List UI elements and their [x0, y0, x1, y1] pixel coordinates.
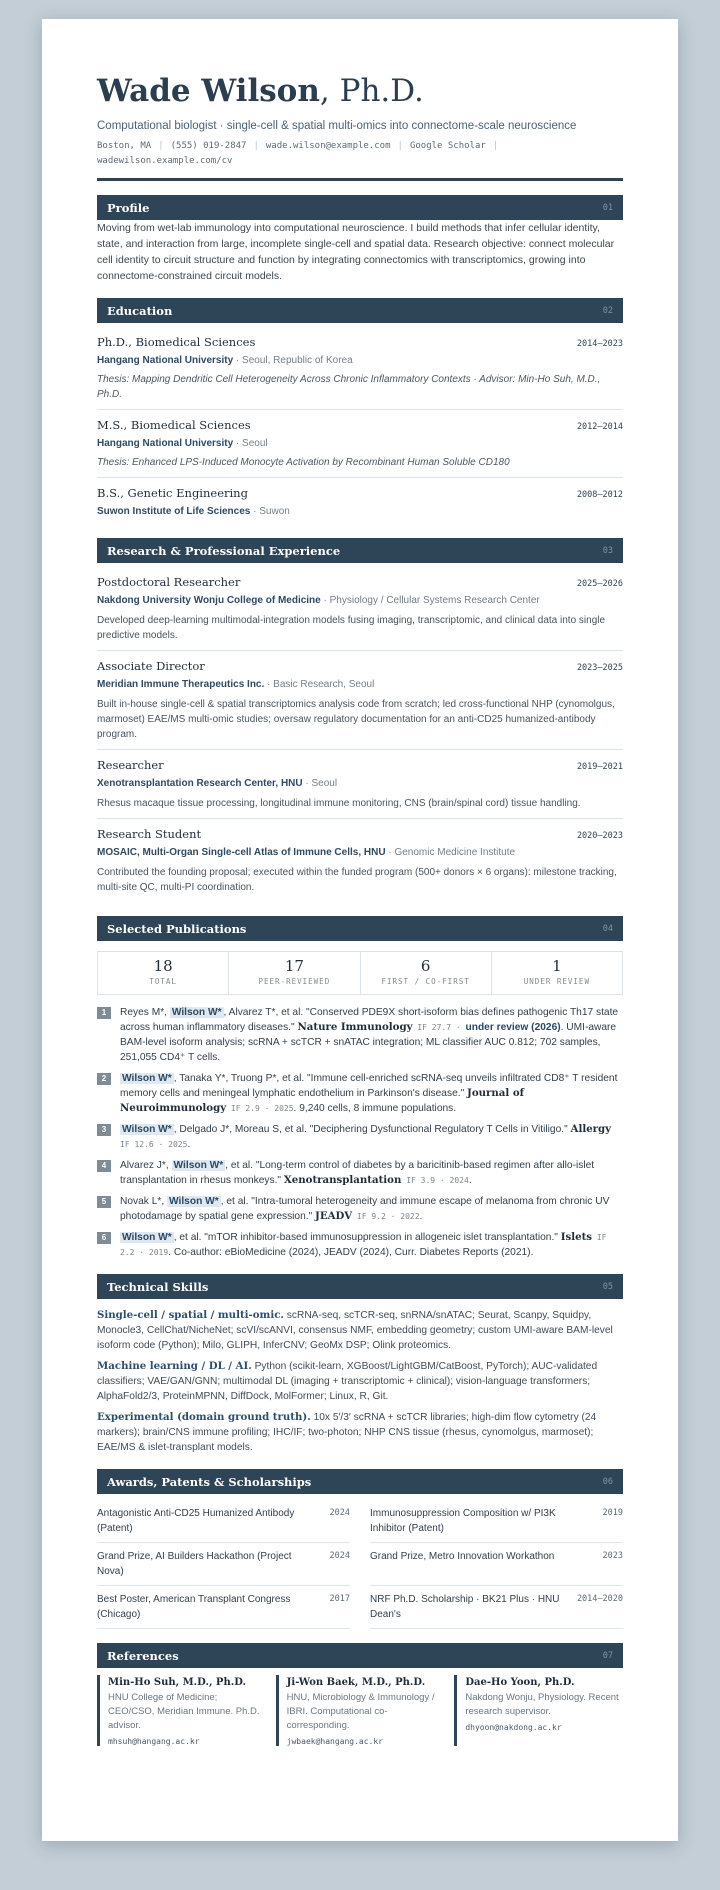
tagline: Computational biologist · single-cell & spatial multi-omics into connectome-scale neuroscience [97, 120, 577, 132]
section-header-experience [97, 538, 623, 563]
experience-entry [97, 651, 623, 750]
job-title: Research Student [97, 827, 202, 841]
reference-affiliation: HNU, Microbiology & Immunology / IBRI. Computational co-corresponding. [286, 1692, 435, 1731]
resume-content [97, 71, 623, 1746]
section-number: 01 [602, 202, 613, 213]
publication-list [97, 1005, 623, 1260]
reference-name: Dae-Ho Yoon, Ph.D. [465, 1677, 575, 1688]
dates: 2020–2023 [576, 831, 623, 841]
dates: 2023–2025 [576, 663, 623, 673]
reference-name: Ji-Won Baek, M.D., Ph.D. [286, 1677, 426, 1688]
section-title: Technical Skills [107, 1279, 209, 1294]
reference-card [97, 1675, 266, 1746]
job-title: Associate Director [97, 659, 205, 673]
section-number: 04 [602, 923, 613, 934]
reference-email[interactable]: dhyoon@nakdong.ac.kr [465, 1723, 562, 1732]
skills-list [97, 1308, 623, 1455]
skill-group: Single-cell / spatial / multi-omic. scRNA-seq, scTCR-seq, snRNA/snATAC; Seurat, Scanpy, Squidpy, Monocle3, CellChat/NicheNet; scVI/scANVI, consensus NMF, embedding geometry; custom UMI-aware BAM-level isoform code (Python); Milo, GLIPH, InferCNV; GeoMx DSP; Olink proteomics. [97, 1309, 613, 1351]
degree: B.S., Genetic Engineering [97, 486, 248, 500]
stat-under-review: 1 UNDER REVIEW [523, 957, 590, 986]
reference-name: Min-Ho Suh, M.D., Ph.D. [108, 1677, 246, 1688]
scholar-link[interactable]: Google Scholar [409, 141, 486, 151]
reference-email[interactable]: mhsuh@hangang.ac.kr [108, 1737, 200, 1746]
section-title: Education [107, 303, 173, 318]
education-list [97, 332, 623, 524]
experience-entry [97, 750, 623, 819]
reference-card [454, 1675, 623, 1746]
award-item: Best Poster, American Transplant Congress (Chicago) 2017 [97, 1586, 350, 1629]
experience-entry [97, 572, 623, 651]
section-header-references [97, 1643, 623, 1668]
section-header-publications [97, 916, 623, 941]
reference-affiliation: Nakdong Wonju, Physiology. Recent research supervisor. [465, 1692, 619, 1717]
institution: Hangang National University · Seoul, Republic of Korea [97, 355, 353, 366]
organization: Meridian Immune Therapeutics Inc. · Basic Research, Seoul [97, 679, 375, 690]
publication-item: 6 Wilson W* , et al. "mTOR inhibitor-based immunosuppression in allogeneic islet transplantation." Islets IF 2.2 · 2019. Co-author: eBioMedicine (2024), JEADV (2024), Curr. Diabetes Reports (2021). [97, 1230, 623, 1260]
section-number: 03 [602, 545, 613, 556]
publication-item: 3 Wilson W* , Delgado J*, Moreau S, et al. "Deciphering Dysfunctional Regulatory T Cells in Vitiligo." Allergy IF 12.6 · 2025. [97, 1122, 623, 1152]
resume-page [42, 19, 678, 1841]
section-title: Profile [107, 200, 150, 215]
institution: Hangang National University · Seoul [97, 438, 268, 449]
award-item: Grand Prize, Metro Innovation Workathon 2023 [370, 1543, 623, 1586]
section-number: 06 [602, 1476, 613, 1487]
email-link[interactable]: wade.wilson@example.com [265, 141, 391, 151]
experience-list [97, 572, 623, 902]
stat-total: 18 TOTAL [98, 952, 229, 994]
references-list [97, 1675, 623, 1746]
section-title: References [107, 1648, 179, 1663]
section-number: 05 [602, 1281, 613, 1292]
organization: MOSAIC, Multi-Organ Single-cell Atlas of Immune Cells, HNU · Genomic Medicine Institute [97, 847, 516, 858]
award-item: NRF Ph.D. Scholarship · BK21 Plus · HNU Dean's 2014–2020 [370, 1586, 623, 1629]
reference-card [276, 1675, 445, 1746]
publication-item: 4 Alvarez J*, Wilson W* , et al. "Long-term control of diabetes by a baricitinib-based regimen after allo-islet transplantation in rhesus monkeys." Xenotransplantation IF 3.9 · 2024. [97, 1158, 623, 1188]
reference-email[interactable]: jwbaek@hangang.ac.kr [286, 1737, 383, 1746]
section-title: Awards, Patents & Scholarships [107, 1474, 312, 1489]
institution: Suwon Institute of Life Sciences · Suwon [97, 506, 290, 517]
organization: Nakdong University Wonju College of Medicine · Physiology / Cellular Systems Research Center [97, 595, 540, 606]
dates: 2012–2014 [576, 422, 623, 432]
education-entry [97, 478, 623, 524]
job-description: Rhesus macaque tissue processing, longitudinal immune monitoring, CNS (brain/spinal cord) tissue handling. [97, 798, 581, 809]
stat-first-author: 6 FIRST / CO-FIRST [361, 952, 492, 994]
degree: M.S., Biomedical Sciences [97, 418, 251, 432]
section-header-education [97, 298, 623, 323]
job-description: Contributed the founding proposal; executed within the funded program (500+ donors × 6 organs): milestone tracking, multi-site QC, multi-PI coordination. [97, 867, 617, 893]
education-entry [97, 410, 623, 478]
publication-stats [97, 951, 623, 995]
job-title: Postdoctoral Researcher [97, 575, 241, 589]
section-number: 07 [602, 1650, 613, 1661]
publication-item: 1 Reyes M*, Wilson W* , Alvarez T*, et al. "Conserved PDE9X short-isoform bias defines pathogenic Th17 state across human inflammatory diseases." Nature Immunology IF 27.7 · under review (2026). UMI-aware BAM-level isoform analysis; scRNA + scTCR + snATAC integration; ML classifier AUC 0.812; 702 samples, 251,055 CD4⁺ T cells. [97, 1005, 623, 1065]
section-title: Selected Publications [107, 921, 247, 936]
section-header-awards [97, 1469, 623, 1494]
award-item: Grand Prize, AI Builders Hackathon (Project Nova) 2024 [97, 1543, 350, 1586]
dates: 2014–2023 [576, 339, 623, 349]
thesis-note: Thesis: Mapping Dendritic Cell Heterogeneity Across Chronic Inflammatory Contexts · Advisor: Min-Ho Suh, M.D., Ph.D. [97, 374, 601, 400]
section-header-skills [97, 1274, 623, 1299]
section-title: Research & Professional Experience [107, 543, 341, 558]
organization: Xenotransplantation Research Center, HNU · Seoul [97, 778, 338, 789]
job-description: Developed deep-learning multimodal-integration models fusing imaging, transcriptomic, and clinical data into single predictive models. [97, 615, 606, 641]
skill-group: Experimental (domain ground truth). 10x 5′/3′ scRNA + scTCR libraries; high-dim flow cytometry (24 markers); brain/CNS immune profiling; IHC/IF; two-photon; NHP CNS tissue (rhesus, cynomolgus, marmoset); EAE/MS & islet-transplant models. [97, 1411, 597, 1453]
profile-text: Moving from wet-lab immunology into computational neuroscience. I build methods that infer cellular identity, state, and interaction from large, incomplete single-cell and spatial data. Research objective: connect molecular cell identity to circuit structure and function by integrating connectomics with transcriptomics, growing into connectome-constrained circuit models. [97, 222, 615, 282]
contact-line: Boston, MA | (555) 019-2847 | wade.wilson@example.com | Google Scholar | wadewilson.example.com/cv [97, 141, 499, 166]
education-entry [97, 332, 623, 410]
location: Boston, MA [97, 141, 152, 151]
experience-entry [97, 819, 623, 902]
award-item: Immunosuppression Composition w/ PI3K Inhibitor (Patent) 2019 [370, 1500, 623, 1543]
candidate-name: Wade Wilson, Ph.D. [97, 73, 424, 109]
publication-item: 5 Novak L*, Wilson W* , et al. "Intra-tumoral heterogeneity and immune escape of melanoma from chronic UV photodamage by spatial gene expression." JEADV IF 9.2 · 2022. [97, 1194, 623, 1224]
job-title: Researcher [97, 758, 164, 772]
dates: 2008–2012 [576, 490, 623, 500]
awards-grid [97, 1500, 623, 1629]
website-link[interactable]: wadewilson.example.com/cv [97, 156, 233, 166]
phone: (555) 019-2847 [170, 141, 247, 151]
section-number: 02 [602, 305, 613, 316]
dates: 2025–2026 [576, 579, 623, 589]
award-item: Antagonistic Anti-CD25 Humanized Antibody (Patent) 2024 [97, 1500, 350, 1543]
thesis-note: Thesis: Enhanced LPS-Induced Monocyte Activation by Recombinant Human Soluble CD180 [97, 457, 510, 468]
reference-affiliation: HNU College of Medicine; CEO/CSO, Meridian Immune. Ph.D. advisor. [108, 1692, 260, 1731]
section-header-profile [97, 195, 623, 220]
dates: 2019–2021 [576, 762, 623, 772]
stat-peer-reviewed: 17 PEER-REVIEWED [229, 952, 360, 994]
publication-item: 2 Wilson W* , Tanaka Y*, Truong P*, et al. "Immune cell-enriched scRNA-seq unveils infiltrated CD8⁺ T resident memory cells and meningeal lymphatic endothelium in Parkinson's disease." Journal of Neuroimmunology IF 2.9 · 2025. 9,240 cells, 8 immune populations. [97, 1071, 623, 1116]
header-rule [97, 178, 623, 181]
skill-group: Machine learning / DL / AI. Python (scikit-learn, XGBoost/LightGBM/CatBoost, PyTorch); AUC-validated classifiers; VAE/GAN/GNN; multimodal DL (imaging + transcriptomic + clinical); vision-language transformers; AlphaFold2/3, ProteinMPNN, DiffDock, MolFormer; Linux, R, Git. [97, 1360, 598, 1402]
degree: Ph.D., Biomedical Sciences [97, 335, 256, 349]
job-description: Built in-house single-cell & spatial transcriptomics analysis code from scratch; led cross-functional NHP (cynomolgus, marmoset) EAE/MS multi-omic studies; oversaw regulatory documentation for an anti-CD25 humanized-antibody program. [97, 699, 615, 740]
